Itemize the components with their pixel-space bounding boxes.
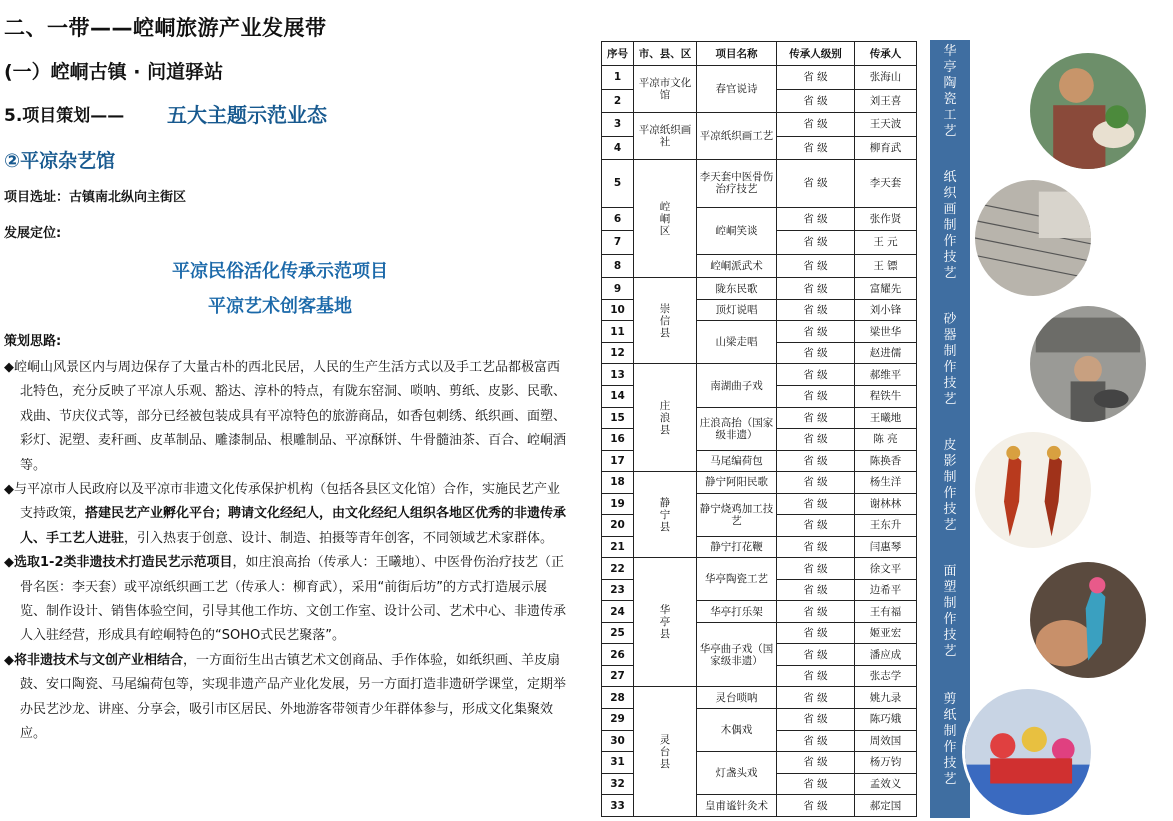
- section-heading: (一）崆峒古镇 · 问道驿站: [4, 61, 224, 83]
- craft-photo-panel: [930, 40, 1173, 818]
- row-index: 14: [602, 386, 634, 408]
- row-index: 8: [602, 254, 634, 278]
- level-cell: 省 级: [777, 622, 855, 644]
- project-cell: 春官说诗: [697, 66, 777, 113]
- row-index: 2: [602, 89, 634, 113]
- level-cell: 省 级: [777, 66, 855, 90]
- region-cell: 灵 台 县: [634, 687, 697, 817]
- level-cell: 省 级: [777, 450, 855, 472]
- bullet-3: ◆选取1-2类非遗技术打造民艺示范项目，如庄浪高抬（传承人：王曦地）、中医骨伤治疗技艺（正骨名医：李天套）或平凉纸织画工艺（传承人：柳育武），采用“前街后坊”的方式打造展示展览、制作设计、销售体验空间，引导其他工作坊、文创工作室、设计公司、艺术中心、非遗传承人入驻经营，形成具有崆峒特色的“SOHO式民艺聚落”。: [4, 555, 567, 644]
- level-cell: 省 级: [777, 136, 855, 160]
- bullet-2: ◆与平凉市人民政府以及平凉市非遗文化传承保护机构（包括各县区文化馆）合作，实施民艺产业支持政策，搭建民艺产业孵化平台；聘请文化经纪人，由文化经纪人组织各地区优秀的非遗传承人、手工艺人进驻，引入热衷于创意、设计、制造、拍摄等青年创客，不同领域艺术家群体。: [4, 482, 567, 546]
- project-cell: 崆峒派武术: [697, 254, 777, 278]
- sandware-making-photo: [1027, 303, 1149, 425]
- level-cell: 省 级: [777, 665, 855, 687]
- level-cell: 省 级: [777, 429, 855, 451]
- inheritor-cell: 徐文平: [855, 558, 917, 580]
- inheritor-cell: 张志学: [855, 665, 917, 687]
- project-cell: 顶灯说唱: [697, 299, 777, 321]
- project-cell: 马尾编荷包: [697, 450, 777, 472]
- inheritor-cell: 姬亚宏: [855, 622, 917, 644]
- pottery-craftsman-photo: [1027, 50, 1149, 172]
- row-index: 27: [602, 665, 634, 687]
- level-cell: 省 级: [777, 773, 855, 795]
- project-cell: 山梁走唱: [697, 321, 777, 364]
- row-index: 7: [602, 231, 634, 255]
- level-cell: 省 级: [777, 536, 855, 558]
- level-cell: 省 级: [777, 89, 855, 113]
- bullet-1: ◆崆峒山风景区内与周边保存了大量古朴的西北民居，人民的生产生活方式以及手工艺品都极富西北特色，充分反映了平凉人乐观、豁达、淳朴的特点，有陇东窑洞、唢呐、剪纸、皮影、民歌、戏曲、节庆仪式等，部分已经被包装成具有平凉特色的旅游商品，如香包刺绣、纸织画、面塑、彩灯、泥塑、麦秆画、皮革制品、雕漆制品、根雕制品、平凉酥饼、牛骨髓油茶、百合、崆峒酒等。: [4, 360, 567, 473]
- table-row: [602, 66, 917, 90]
- inheritor-cell: 王有福: [855, 601, 917, 623]
- ideas-bullets: [4, 356, 572, 747]
- level-cell: 省 级: [777, 515, 855, 537]
- project-cell: 灵台唢呐: [697, 687, 777, 709]
- row-index: 12: [602, 342, 634, 364]
- inheritor-cell: 郝维平: [855, 364, 917, 386]
- inheritor-cell: 周效国: [855, 730, 917, 752]
- planning-label: 5.项目策划——: [4, 106, 125, 126]
- inheritor-cell: 陈换香: [855, 450, 917, 472]
- inheritor-cell: 谢林林: [855, 493, 917, 515]
- row-index: 11: [602, 321, 634, 343]
- inheritor-cell: 王曦地: [855, 407, 917, 429]
- level-cell: 省 级: [777, 207, 855, 231]
- inheritor-cell: 闫惠琴: [855, 536, 917, 558]
- inheritor-cell: 王天波: [855, 113, 917, 137]
- craft-label-2: 纸 织 画 制 作 技 艺: [943, 170, 957, 281]
- craft-label-6: 剪 纸 制 作 技 艺: [943, 692, 957, 787]
- row-index: 24: [602, 601, 634, 623]
- table-row: [602, 558, 917, 580]
- level-cell: 省 级: [777, 364, 855, 386]
- craft-label-3: 砂 器 制 作 技 艺: [943, 312, 957, 407]
- positioning-line-2: 平凉艺术创客基地: [208, 296, 352, 317]
- level-cell: 省 级: [777, 407, 855, 429]
- project-cell: 庄浪高抬（国家级非遗）: [697, 407, 777, 450]
- planning-theme: 五大主题示范业态: [167, 103, 327, 127]
- inheritor-cell: 柳育武: [855, 136, 917, 160]
- level-cell: 省 级: [777, 687, 855, 709]
- region-cell: 平凉市文化馆: [634, 66, 697, 113]
- inheritor-cell: 赵进儒: [855, 342, 917, 364]
- region-cell: 平凉纸织画社: [634, 113, 697, 160]
- row-index: 23: [602, 579, 634, 601]
- project-cell: 南湖曲子戏: [697, 364, 777, 407]
- inheritor-cell: 富耀先: [855, 278, 917, 300]
- row-index: 18: [602, 472, 634, 494]
- level-cell: 省 级: [777, 730, 855, 752]
- header-inheritor: 传承人: [855, 42, 917, 66]
- level-cell: 省 级: [777, 472, 855, 494]
- inheritor-cell: 陈 亮: [855, 429, 917, 451]
- inheritor-cell: 刘小锋: [855, 299, 917, 321]
- craft-label-1: 华 亭 陶 瓷 工 艺: [943, 44, 957, 139]
- row-index: 17: [602, 450, 634, 472]
- row-index: 9: [602, 278, 634, 300]
- project-cell: 平凉纸织画工艺: [697, 113, 777, 160]
- project-cell: 华亭曲子戏（国家级非遗）: [697, 622, 777, 687]
- table-row: [602, 278, 917, 300]
- table-header-row: [602, 42, 917, 66]
- level-cell: 省 级: [777, 579, 855, 601]
- region-cell: 庄 浪 县: [634, 364, 697, 472]
- row-index: 1: [602, 66, 634, 90]
- craft-label-4: 皮 影 制 作 技 艺: [943, 438, 957, 533]
- inheritor-cell: 陈巧娥: [855, 708, 917, 730]
- project-cell: 崆峒笑谈: [697, 207, 777, 254]
- level-cell: 省 级: [777, 254, 855, 278]
- row-index: 13: [602, 364, 634, 386]
- inheritor-cell: 杨万钧: [855, 752, 917, 774]
- level-cell: 省 级: [777, 231, 855, 255]
- inheritor-cell: 李天套: [855, 160, 917, 207]
- region-cell: 华 亭 县: [634, 558, 697, 687]
- level-cell: 省 级: [777, 342, 855, 364]
- region-cell: 崆 峒 区: [634, 160, 697, 278]
- project-cell: 静宁烧鸡加工技艺: [697, 493, 777, 536]
- chapter-heading: 二、一带——崆峒旅游产业发展带: [4, 16, 327, 40]
- header-project: 项目名称: [697, 42, 777, 66]
- bullet-4: ◆将非遗技术与文创产业相结合，一方面衍生出古镇艺术文创商品、手作体验，如纸织画、羊皮扇鼓、安口陶瓷、马尾编荷包等，实现非遗产品产业化发展，另一方面打造非遗研学课堂，定期举办民艺沙龙、讲座、分享会，吸引市区居民、外地游客带领青少年群体参与，形成文化集聚效应。: [4, 652, 567, 742]
- level-cell: 省 级: [777, 113, 855, 137]
- level-cell: 省 级: [777, 558, 855, 580]
- table-row: [602, 472, 917, 494]
- row-index: 31: [602, 752, 634, 774]
- item-heading: ②平凉杂艺馆: [4, 150, 116, 172]
- row-index: 29: [602, 708, 634, 730]
- level-cell: 省 级: [777, 752, 855, 774]
- inheritor-cell: 梁世华: [855, 321, 917, 343]
- inheritor-cell: 王 元: [855, 231, 917, 255]
- level-cell: 省 级: [777, 299, 855, 321]
- row-index: 4: [602, 136, 634, 160]
- level-cell: 省 级: [777, 321, 855, 343]
- row-index: 15: [602, 407, 634, 429]
- inheritor-cell: 刘王喜: [855, 89, 917, 113]
- level-cell: 省 级: [777, 601, 855, 623]
- planning-heading: [4, 101, 327, 127]
- project-cell: 静宁打花鞭: [697, 536, 777, 558]
- project-cell: 华亭陶瓷工艺: [697, 558, 777, 601]
- row-index: 20: [602, 515, 634, 537]
- positioning-label: 发展定位:: [4, 226, 62, 241]
- row-index: 25: [602, 622, 634, 644]
- row-index: 6: [602, 207, 634, 231]
- row-index: 19: [602, 493, 634, 515]
- craft-label-5: 面 塑 制 作 技 艺: [943, 564, 957, 659]
- region-cell: 崇 信 县: [634, 278, 697, 364]
- row-index: 10: [602, 299, 634, 321]
- inheritor-cell: 杨生洋: [855, 472, 917, 494]
- project-cell: 李天套中医骨伤治疗技艺: [697, 160, 777, 207]
- inheritor-cell: 潘应成: [855, 644, 917, 666]
- project-cell: 静宁阿阳民歌: [697, 472, 777, 494]
- project-cell: 陇东民歌: [697, 278, 777, 300]
- row-index: 22: [602, 558, 634, 580]
- inheritor-cell: 张海山: [855, 66, 917, 90]
- dough-figurine-photo: [1027, 559, 1149, 681]
- row-index: 16: [602, 429, 634, 451]
- row-index: 32: [602, 773, 634, 795]
- project-cell: 华亭打乐架: [697, 601, 777, 623]
- header-index: 序号: [602, 42, 634, 66]
- left-text-column: [0, 0, 585, 821]
- paper-cutting-photo: [962, 686, 1094, 818]
- level-cell: 省 级: [777, 493, 855, 515]
- positioning-line-1: 平凉民俗活化传承示范项目: [172, 261, 388, 282]
- row-index: 30: [602, 730, 634, 752]
- table-row: [602, 113, 917, 137]
- region-cell: 静 宁 县: [634, 472, 697, 558]
- inheritor-cell: 王 镖: [855, 254, 917, 278]
- inheritor-cell: 边希平: [855, 579, 917, 601]
- table-row: [602, 364, 917, 386]
- row-index: 28: [602, 687, 634, 709]
- project-cell: 灯盏头戏: [697, 752, 777, 795]
- table-row: [602, 160, 917, 207]
- level-cell: 省 级: [777, 708, 855, 730]
- ideas-label: 策划思路:: [4, 334, 62, 349]
- row-index: 5: [602, 160, 634, 207]
- row-index: 3: [602, 113, 634, 137]
- inheritor-cell: 郝定国: [855, 795, 917, 817]
- project-cell: 皇甫谧针灸术: [697, 795, 777, 817]
- level-cell: 省 级: [777, 278, 855, 300]
- level-cell: 省 级: [777, 386, 855, 408]
- row-index: 21: [602, 536, 634, 558]
- inheritor-cell: 王东升: [855, 515, 917, 537]
- project-cell: 木偶戏: [697, 708, 777, 751]
- level-cell: 省 级: [777, 795, 855, 817]
- inheritor-cell: 张作贤: [855, 207, 917, 231]
- inheritor-cell: 程铁牛: [855, 386, 917, 408]
- paper-weaving-photo: [972, 177, 1094, 299]
- level-cell: 省 级: [777, 644, 855, 666]
- inheritor-cell: 姚九录: [855, 687, 917, 709]
- row-index: 33: [602, 795, 634, 817]
- row-index: 26: [602, 644, 634, 666]
- header-region: 市、县、区: [634, 42, 697, 66]
- table-row: [602, 687, 917, 709]
- header-level: 传承人级别: [777, 42, 855, 66]
- heritage-inheritors-table: [601, 41, 917, 817]
- site-line: 项目选址：古镇南北纵向主街区: [4, 190, 187, 205]
- shadow-puppet-photo: [972, 429, 1094, 551]
- level-cell: 省 级: [777, 160, 855, 207]
- inheritor-cell: 孟效义: [855, 773, 917, 795]
